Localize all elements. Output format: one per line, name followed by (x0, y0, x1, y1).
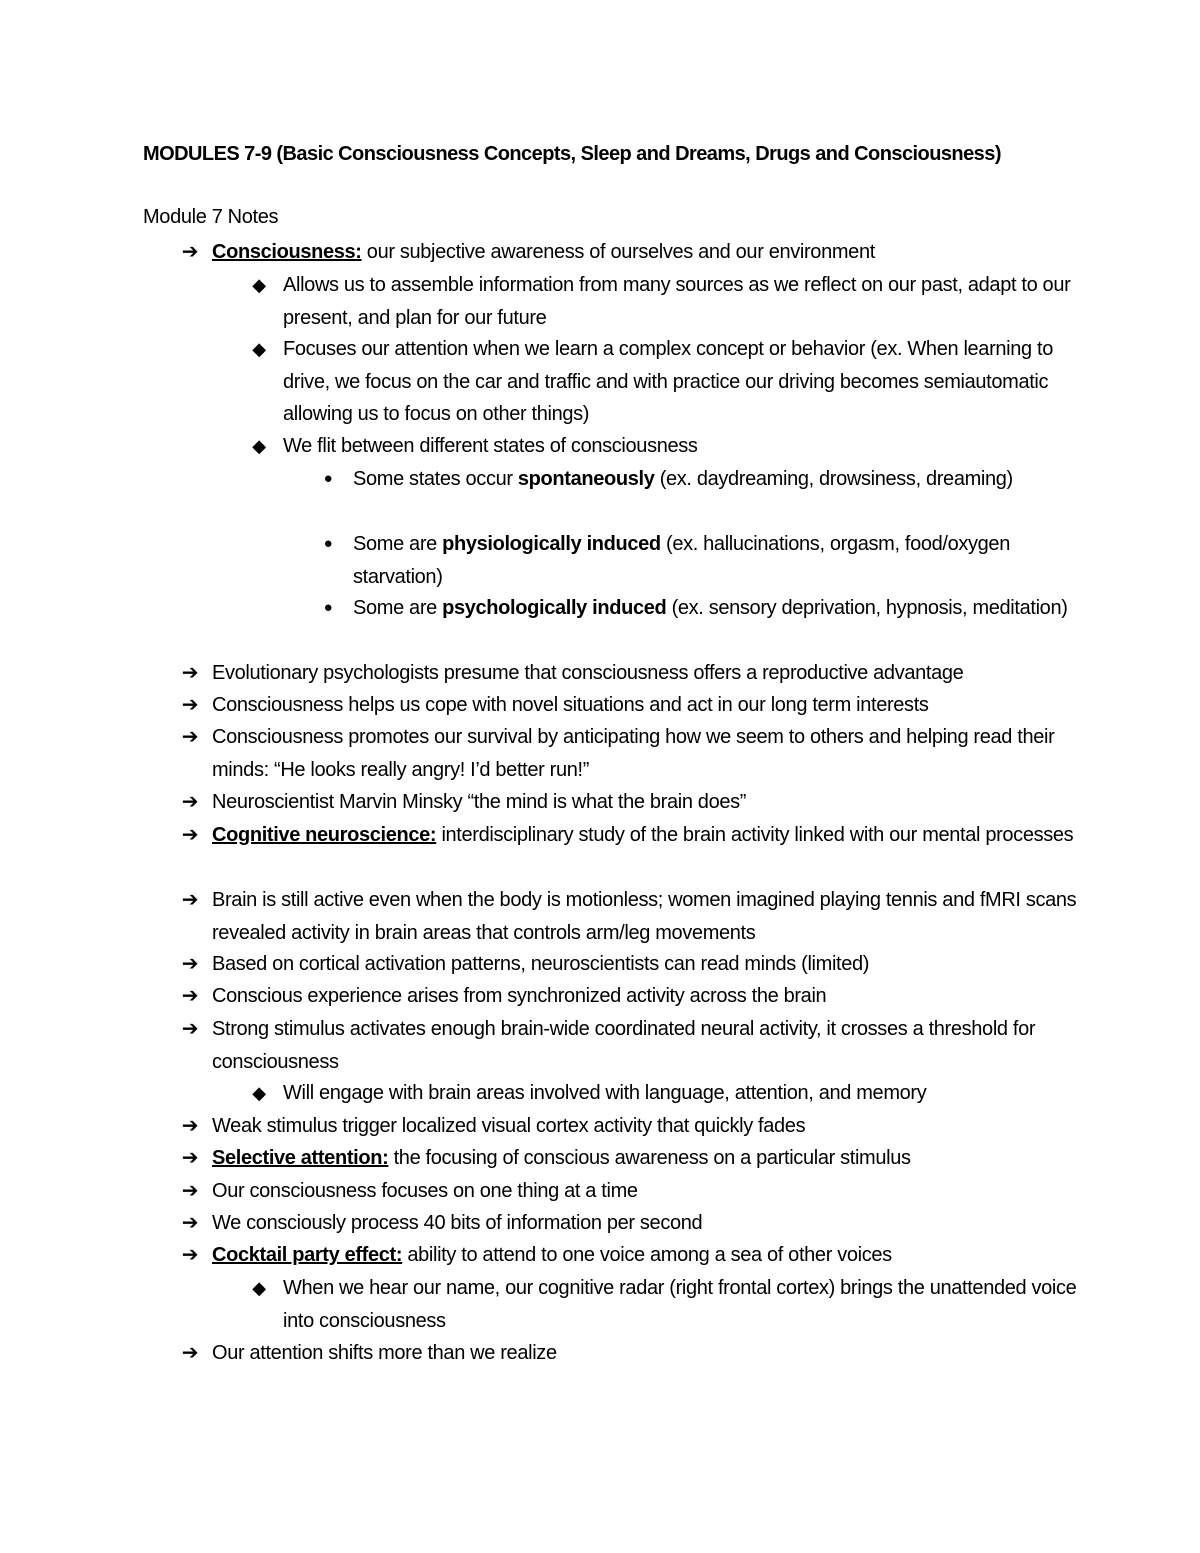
bullet-weak-stimulus (181, 1110, 1082, 1143)
sub-sub-bullet-spontaneous (323, 463, 1083, 496)
bullet-cognitive-neuroscience (181, 819, 1082, 852)
bullet-text: Consciousness promotes our survival by anticipating how we seem to others and helping read their minds: “He looks really angry! I’d better run!” (212, 726, 1055, 781)
arrow-bullet-icon: ➔ (181, 1115, 199, 1137)
section-heading: Module 7 Notes (143, 206, 279, 228)
dot-bullet-icon: ● (323, 470, 333, 487)
term-label: Cognitive neuroscience: (212, 824, 437, 846)
bullet-attention-shifts (181, 1337, 1082, 1370)
bullet-strong-stimulus (181, 1013, 1082, 1078)
bullet-minsky (181, 786, 1082, 819)
bullet-text: our subjective awareness of ourselves and our environment (361, 241, 875, 263)
bullet-text: We flit between different states of consciousness (283, 435, 698, 457)
diamond-bullet-icon: ◆ (252, 1278, 266, 1298)
diamond-bullet-icon: ◆ (252, 436, 266, 456)
bullet-cortical-activation (181, 948, 1082, 981)
sub-bullet-focuses-attention (252, 333, 1083, 431)
bullet-text: Consciousness helps us cope with novel situations and act in our long term interests (212, 694, 929, 716)
dot-bullet-icon: ● (323, 535, 333, 552)
bullet-text: Brain is still active even when the body is motionless; women imagined playing tennis and fMRI scans revealed activity in brain areas that controls arm/leg movements (212, 889, 1077, 944)
bullet-text: Our consciousness focuses on one thing at a time (212, 1180, 638, 1202)
bullet-text: Allows us to assemble information from many sources as we reflect on our past, adapt to our present, and plan for our future (283, 274, 1071, 329)
bullet-text-bold: psychologically induced (442, 597, 667, 619)
sub-sub-bullet-psychological (323, 592, 1083, 625)
bullet-text: Focuses our attention when we learn a complex concept or behavior (ex. When learning to drive, we focus on the car and traffic and with practice our driving becomes semiautomatic allowing us to focus on other things) (283, 338, 1053, 425)
diamond-bullet-icon: ◆ (252, 339, 266, 359)
arrow-bullet-icon: ➔ (181, 1212, 199, 1234)
bullet-text-post: (ex. daydreaming, drowsiness, dreaming) (654, 468, 1013, 490)
bullet-text-pre: Some are (353, 597, 443, 619)
bullet-text: When we hear our name, our cognitive radar (right frontal cortex) brings the unattended voice into consciousness (283, 1277, 1077, 1332)
bullet-cocktail-party (181, 1239, 1082, 1272)
arrow-bullet-icon: ➔ (181, 1180, 199, 1202)
bullet-evolutionary (181, 657, 1082, 690)
diamond-bullet-icon: ◆ (252, 275, 266, 295)
arrow-bullet-icon: ➔ (181, 726, 199, 748)
sub-bullet-assemble-information (252, 269, 1083, 334)
bullet-40-bits (181, 1207, 1082, 1240)
arrow-bullet-icon: ➔ (181, 1342, 199, 1364)
bullet-text: Weak stimulus trigger localized visual cortex activity that quickly fades (212, 1115, 806, 1137)
arrow-bullet-icon: ➔ (181, 1244, 199, 1266)
bullet-text: ability to attend to one voice among a sea of other voices (402, 1244, 892, 1266)
document-title: MODULES 7-9 (Basic Consciousness Concepts, Sleep and Dreams, Drugs and Consciousness) (143, 143, 1001, 165)
bullet-text: Conscious experience arises from synchronized activity across the brain (212, 985, 827, 1007)
bullet-text: Our attention shifts more than we realize (212, 1342, 557, 1364)
bullet-synchronized-activity (181, 980, 1082, 1013)
bullet-text: Will engage with brain areas involved with language, attention, and memory (283, 1082, 927, 1104)
bullet-text: Evolutionary psychologists presume that consciousness offers a reproductive advantage (212, 662, 964, 684)
arrow-bullet-icon: ➔ (181, 1018, 199, 1040)
arrow-bullet-icon: ➔ (181, 953, 199, 975)
term-label: Selective attention: (212, 1147, 389, 1169)
arrow-bullet-icon: ➔ (181, 1147, 199, 1169)
term-label: Consciousness: (212, 241, 362, 263)
bullet-survival (181, 721, 1082, 786)
arrow-bullet-icon: ➔ (181, 824, 199, 846)
arrow-bullet-icon: ➔ (181, 985, 199, 1007)
bullet-text-bold: spontaneously (517, 468, 655, 490)
bullet-one-thing (181, 1175, 1082, 1208)
bullet-text: Based on cortical activation patterns, neuroscientists can read minds (limited) (212, 953, 870, 975)
term-label: Cocktail party effect: (212, 1244, 403, 1266)
bullet-text-pre: Some are (353, 533, 443, 555)
bullet-text-post: (ex. hallucinations, orgasm, food/oxygen starvation) (353, 533, 1010, 588)
bullet-text: interdisciplinary study of the brain activity linked with our mental processes (436, 824, 1074, 846)
arrow-bullet-icon: ➔ (181, 791, 199, 813)
bullet-selective-attention (181, 1142, 1082, 1175)
sub-sub-bullet-physiological (323, 528, 1083, 593)
dot-bullet-icon: ● (323, 599, 333, 616)
sub-bullet-our-name (252, 1272, 1083, 1337)
bullet-consciousness (181, 236, 1082, 269)
arrow-bullet-icon: ➔ (181, 889, 199, 911)
bullet-text-pre: Some states occur (353, 468, 518, 490)
bullet-brain-active (181, 884, 1082, 949)
bullet-text-bold: physiologically induced (442, 533, 661, 555)
bullet-text: Neuroscientist Marvin Minsky “the mind is what the brain does” (212, 791, 747, 813)
bullet-cope-novel (181, 689, 1082, 722)
bullet-text: the focusing of conscious awareness on a particular stimulus (388, 1147, 911, 1169)
bullet-text: Strong stimulus activates enough brain-wide coordinated neural activity, it crosses a threshold for consciousness (212, 1018, 1036, 1073)
bullet-text-post: (ex. sensory deprivation, hypnosis, meditation) (666, 597, 1068, 619)
bullet-text: We consciously process 40 bits of information per second (212, 1212, 703, 1234)
arrow-bullet-icon: ➔ (181, 241, 199, 263)
arrow-bullet-icon: ➔ (181, 662, 199, 684)
diamond-bullet-icon: ◆ (252, 1083, 266, 1103)
arrow-bullet-icon: ➔ (181, 694, 199, 716)
sub-bullet-brain-areas (252, 1077, 1083, 1110)
sub-bullet-states (252, 430, 1083, 463)
